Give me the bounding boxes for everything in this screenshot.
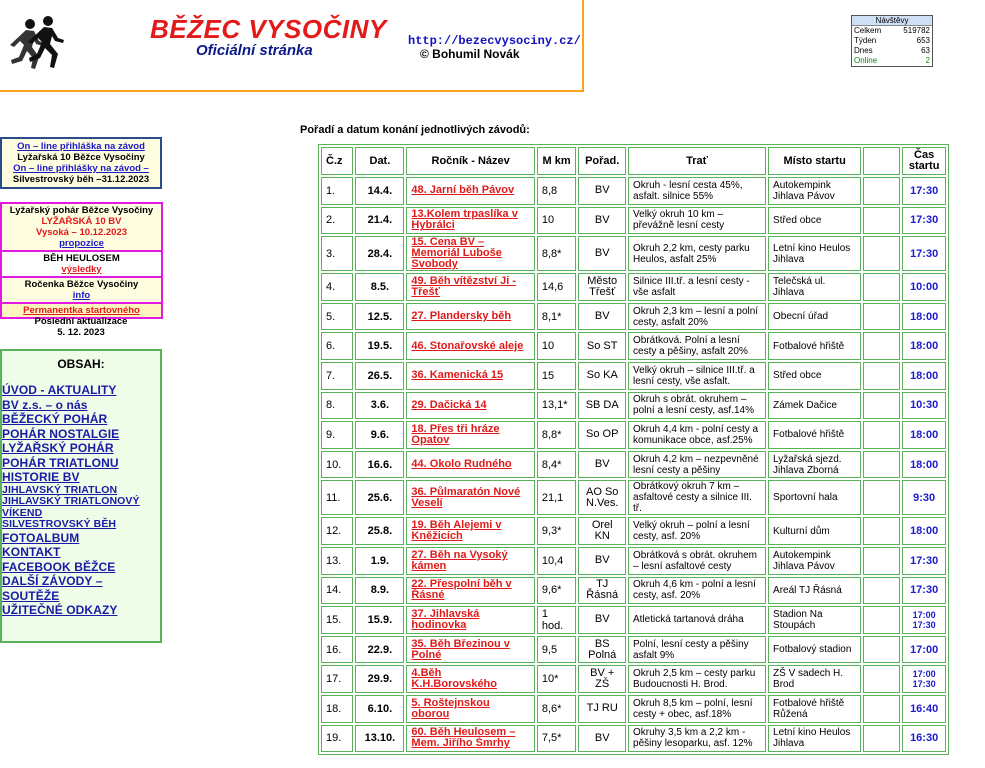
row-start-place: Fotbalový stadion bbox=[768, 636, 861, 664]
row-track: Velký okruh 10 km – převážně lesní cesty bbox=[628, 207, 766, 235]
row-date: 25.6. bbox=[355, 480, 404, 515]
row-race-name bbox=[406, 636, 534, 664]
row-num: 4. bbox=[321, 273, 353, 301]
row-date: 13.10. bbox=[355, 725, 404, 753]
row-empty bbox=[863, 362, 900, 390]
visit-counter bbox=[851, 15, 933, 67]
row-empty bbox=[863, 236, 900, 271]
col-header-start-time: Čas startu bbox=[902, 147, 946, 175]
row-start-place: Lyžařská sjezd. Jihlava Zborná bbox=[768, 451, 861, 479]
row-start-time: 9:30 bbox=[902, 480, 946, 515]
row-race-name bbox=[406, 577, 534, 605]
row-race-name bbox=[406, 273, 534, 301]
table-row bbox=[321, 362, 946, 390]
row-organizer: TJ RU bbox=[578, 695, 626, 723]
menu-item-jihlava-triathlon[interactable]: JIHLAVSKÝ TRIATLON bbox=[2, 483, 118, 496]
row-num: 17. bbox=[321, 665, 353, 693]
site-title: BĚŽEC VYSOČINY bbox=[150, 14, 387, 44]
col-header-date: Dat. bbox=[355, 147, 404, 175]
row-start-place: Kulturní dům bbox=[768, 517, 861, 545]
ski-cup-cell: Lyžařský pohár Běžce Vysočiny LYŽAŘSKÁ 10 BV Vysoká – 10.12.2023 propozice bbox=[2, 204, 161, 252]
content-menu bbox=[0, 349, 162, 643]
row-empty bbox=[863, 577, 900, 605]
row-num: 6. bbox=[321, 332, 353, 360]
row-race-name bbox=[406, 695, 534, 723]
menu-item-about[interactable]: BV z.s. – o nás bbox=[2, 397, 88, 412]
table-row bbox=[321, 451, 946, 479]
col-header-organizer: Pořad. bbox=[578, 147, 626, 175]
row-num: 14. bbox=[321, 577, 353, 605]
site-subtitle: Oficiální stránka bbox=[196, 42, 313, 59]
race-link[interactable]: 27. Plandersky běh bbox=[411, 310, 512, 323]
runners-logo-icon bbox=[8, 14, 68, 70]
row-km: 7,5* bbox=[537, 725, 577, 753]
site-url-link[interactable]: http://bezecvysociny.cz/ bbox=[408, 34, 581, 48]
row-empty bbox=[863, 665, 900, 693]
race-link[interactable]: 36. Kamenická 15 bbox=[411, 369, 504, 382]
online-registration-link[interactable]: On – line přihláška na závod bbox=[17, 141, 145, 152]
row-organizer: BV bbox=[578, 207, 626, 235]
menu-item-other-races[interactable]: DALŠÍ ZÁVODY – SOUTĚŽE bbox=[2, 574, 103, 603]
counter-row-today: Dnes 63 bbox=[854, 46, 930, 55]
row-track: Okruh 2,3 km – lesní a polní cesty, asfalt 20% bbox=[628, 303, 766, 331]
table-row bbox=[321, 273, 946, 301]
online-registration-box bbox=[0, 137, 162, 189]
row-empty bbox=[863, 303, 900, 331]
row-empty bbox=[863, 480, 900, 515]
row-num: 8. bbox=[321, 392, 353, 420]
row-empty bbox=[863, 332, 900, 360]
row-organizer: AO So N.Ves. bbox=[578, 480, 626, 515]
row-track: Okruh 2,5 km – cesty parku Budoucnosti H. Brod. bbox=[628, 665, 766, 693]
section-title: Pořadí a datum konání jednotlivých závodů: bbox=[300, 124, 530, 136]
row-start-place: Stadion Na Stoupách bbox=[768, 606, 861, 634]
row-date: 9.6. bbox=[355, 421, 404, 449]
row-km: 8,8* bbox=[537, 236, 577, 271]
row-km: 8,4* bbox=[537, 451, 577, 479]
row-track: Atletická tartanová dráha bbox=[628, 606, 766, 634]
counter-row-week: Týden 653 bbox=[854, 36, 930, 45]
counter-row-total: Celkem 519782 bbox=[854, 26, 930, 35]
row-km: 8,8* bbox=[537, 421, 577, 449]
row-start-place: Autokempink Jihlava Pávov bbox=[768, 547, 861, 575]
row-track: Okruh 2,2 km, cesty parku Heulos, asfalt 25% bbox=[628, 236, 766, 271]
row-km: 13,1* bbox=[537, 392, 577, 420]
table-row bbox=[321, 392, 946, 420]
row-organizer: BV + ZŠ bbox=[578, 665, 626, 693]
row-race-name bbox=[406, 517, 534, 545]
ski-cup-box bbox=[0, 202, 163, 319]
row-num: 1. bbox=[321, 177, 353, 205]
table-row bbox=[321, 606, 946, 634]
row-empty bbox=[863, 273, 900, 301]
row-race-name bbox=[406, 451, 534, 479]
row-track: Obrátkový okruh 7 km – asfaltové cesty a silnice III. tř. bbox=[628, 480, 766, 515]
row-race-name bbox=[406, 177, 534, 205]
row-organizer: BS Polná bbox=[578, 636, 626, 664]
row-start-place: Fotbalové hřiště bbox=[768, 332, 861, 360]
race-link[interactable]: 46. Stonařovské aleje bbox=[411, 339, 524, 352]
row-start-time: 17:30 bbox=[902, 207, 946, 235]
row-num: 18. bbox=[321, 695, 353, 723]
row-start-time: 18:00 bbox=[902, 421, 946, 449]
race-link[interactable]: 22. Přespolní běh v Řásné bbox=[411, 578, 512, 602]
row-date: 29.9. bbox=[355, 665, 404, 693]
row-track: Velký okruh – silnice III.tř. a lesní cesty, vše asfalt. bbox=[628, 362, 766, 390]
row-km: 10,4 bbox=[537, 547, 577, 575]
menu-item-useful-links[interactable]: UŽITEČNÉ ODKAZY bbox=[2, 603, 118, 617]
row-date: 15.9. bbox=[355, 606, 404, 634]
row-track: Okruh 4,4 km - polní cesty a komunikace obce, asf.25% bbox=[628, 421, 766, 449]
row-km: 8,6* bbox=[537, 695, 577, 723]
row-race-name bbox=[406, 547, 534, 575]
row-race-name bbox=[406, 332, 534, 360]
row-organizer: SB DA bbox=[578, 392, 626, 420]
row-start-time: 17:30 bbox=[902, 177, 946, 205]
row-start-time: 17:30 bbox=[902, 547, 946, 575]
row-track: Obrátková. Polní a lesní cesty a pěšiny, asfalt 20% bbox=[628, 332, 766, 360]
menu-item-facebook[interactable]: FACEBOOK BĚŽCE bbox=[2, 559, 116, 574]
table-row bbox=[321, 236, 946, 271]
race-link[interactable]: 37. Jihlavská hodinovka bbox=[411, 607, 480, 631]
races-table bbox=[318, 144, 949, 755]
row-km: 9,3* bbox=[537, 517, 577, 545]
row-km: 1 hod. bbox=[537, 606, 577, 634]
row-empty bbox=[863, 207, 900, 235]
row-organizer: So ST bbox=[578, 332, 626, 360]
row-track: Velký okruh – polní a lesní cesty, asf. 20% bbox=[628, 517, 766, 545]
row-start-time: 10:30 bbox=[902, 392, 946, 420]
row-empty bbox=[863, 606, 900, 634]
row-km: 21,1 bbox=[537, 480, 577, 515]
row-date: 8.9. bbox=[355, 577, 404, 605]
row-start-time: 10:00 bbox=[902, 273, 946, 301]
row-empty bbox=[863, 636, 900, 664]
site-author: © Bohumil Novák bbox=[420, 47, 520, 61]
race-link[interactable]: 15. Cena BV – Memoriál Luboše Svobody bbox=[411, 236, 502, 271]
row-organizer: BV bbox=[578, 177, 626, 205]
race-link[interactable]: 27. Běh na Vysoký kámen bbox=[411, 548, 508, 572]
table-row bbox=[321, 332, 946, 360]
row-start-time: 16:40 bbox=[902, 695, 946, 723]
row-organizer: BV bbox=[578, 303, 626, 331]
row-organizer: BV bbox=[578, 606, 626, 634]
row-num: 13. bbox=[321, 547, 353, 575]
row-start-time: 17:00 bbox=[902, 636, 946, 664]
row-track: Obrátková s obrát. okruhem – lesní asfaltové cesty bbox=[628, 547, 766, 575]
race-link[interactable]: 19. Běh Alejemi v Kněžicích bbox=[411, 519, 502, 543]
counter-title: Návštěvy bbox=[852, 16, 932, 26]
row-start-time: 18:00 bbox=[902, 451, 946, 479]
last-update: Poslední aktualizace 5. 12. 2023 bbox=[34, 316, 128, 338]
online-registrations-link[interactable]: On – line přihlášky na závod – bbox=[13, 163, 149, 174]
row-track: Polní, lesní cesty a pěšiny asfalt 9% bbox=[628, 636, 766, 664]
menu-item-uvod[interactable]: ÚVOD - AKTUALITY bbox=[2, 383, 117, 397]
table-row bbox=[321, 577, 946, 605]
heulos-cell: BĚH HEULOSEM výsledky bbox=[2, 252, 161, 278]
table-row bbox=[321, 517, 946, 545]
menu-item-triathlon-weekend[interactable]: JIHLAVSKÝ TRIATLONOVÝ VÍKEND bbox=[2, 495, 140, 519]
race-link[interactable]: 48. Jarní běh Pávov bbox=[411, 184, 515, 197]
row-start-place: Střed obce bbox=[768, 362, 861, 390]
row-race-name bbox=[406, 303, 534, 331]
row-date: 22.9. bbox=[355, 636, 404, 664]
table-row bbox=[321, 725, 946, 753]
row-track: Okruhy 3,5 km a 2,2 km - pěšiny lesoparku, asf. 12% bbox=[628, 725, 766, 753]
menu-item-ski-cup[interactable]: LYŽAŘSKÝ POHÁR bbox=[2, 441, 114, 455]
info-link[interactable]: info bbox=[72, 290, 91, 301]
row-num: 15. bbox=[321, 606, 353, 634]
row-km: 9,6* bbox=[537, 577, 577, 605]
row-race-name bbox=[406, 392, 534, 420]
row-track: Silnice III.tř. a lesní cesty - vše asfalt bbox=[628, 273, 766, 301]
row-track: Okruh s obrát. okruhem – polní a lesní cesty, asf.14% bbox=[628, 392, 766, 420]
row-organizer: So KA bbox=[578, 362, 626, 390]
row-date: 16.6. bbox=[355, 451, 404, 479]
row-race-name bbox=[406, 207, 534, 235]
race-link[interactable]: 36. Půlmaratón Nové Veselí bbox=[411, 485, 521, 509]
col-header-km: M km bbox=[537, 147, 577, 175]
row-organizer: So OP bbox=[578, 421, 626, 449]
row-num: 11. bbox=[321, 480, 353, 515]
row-date: 21.4. bbox=[355, 207, 404, 235]
menu-item-contact[interactable]: KONTAKT bbox=[2, 545, 61, 559]
row-empty bbox=[863, 177, 900, 205]
row-empty bbox=[863, 421, 900, 449]
row-track: Okruh 4,6 km - polní a lesní cesty, asf. 20% bbox=[628, 577, 766, 605]
registration-text-1: Lyžařská 10 Běžce Vysočiny bbox=[17, 152, 145, 163]
row-track: Okruh - lesní cesta 45%, asfalt. silnice 55% bbox=[628, 177, 766, 205]
row-empty bbox=[863, 547, 900, 575]
row-date: 1.9. bbox=[355, 547, 404, 575]
row-km: 9,5 bbox=[537, 636, 577, 664]
row-start-place: Sportovní hala bbox=[768, 480, 861, 515]
row-race-name bbox=[406, 725, 534, 753]
race-link[interactable]: 29. Dačická 14 bbox=[411, 398, 487, 411]
row-start-place: Obecní úřad bbox=[768, 303, 861, 331]
row-date: 8.5. bbox=[355, 273, 404, 301]
row-track: Okruh 8,5 km – polní, lesní cesty + obec, asf.18% bbox=[628, 695, 766, 723]
row-start-place: Areál TJ Řásná bbox=[768, 577, 861, 605]
row-organizer: BV bbox=[578, 725, 626, 753]
row-num: 2. bbox=[321, 207, 353, 235]
row-empty bbox=[863, 695, 900, 723]
row-start-place: Letní kino Heulos Jihlava bbox=[768, 236, 861, 271]
site-header bbox=[0, 0, 584, 92]
row-start-place: Střed obce bbox=[768, 207, 861, 235]
row-start-time: 17:30 bbox=[902, 236, 946, 271]
row-race-name bbox=[406, 665, 534, 693]
row-km: 15 bbox=[537, 362, 577, 390]
row-date: 14.4. bbox=[355, 177, 404, 205]
row-organizer: TJ Řásná bbox=[578, 577, 626, 605]
row-empty bbox=[863, 725, 900, 753]
table-row bbox=[321, 177, 946, 205]
row-start-time: 17:30 bbox=[902, 577, 946, 605]
row-num: 9. bbox=[321, 421, 353, 449]
table-row bbox=[321, 207, 946, 235]
menu-item-photo-album[interactable]: FOTOALBUM bbox=[2, 530, 80, 545]
row-km: 8,8 bbox=[537, 177, 577, 205]
table-row bbox=[321, 547, 946, 575]
row-race-name bbox=[406, 421, 534, 449]
col-header-empty bbox=[863, 147, 900, 175]
menu-item-nostalgia-cup[interactable]: POHÁR NOSTALGIE bbox=[2, 426, 120, 441]
row-race-name bbox=[406, 362, 534, 390]
registration-text-2: Silvestrovský běh –31.12.2023 bbox=[12, 174, 150, 185]
propozice-link[interactable]: propozice bbox=[59, 238, 104, 249]
row-num: 19. bbox=[321, 725, 353, 753]
col-header-name: Ročník - Název bbox=[406, 147, 534, 175]
col-header-start-place: Místo startu bbox=[768, 147, 861, 175]
table-header-row bbox=[321, 147, 946, 175]
race-link[interactable]: 18. Přes tři hráze Opatov bbox=[411, 422, 500, 446]
row-organizer: BV bbox=[578, 451, 626, 479]
row-empty bbox=[863, 451, 900, 479]
row-race-name bbox=[406, 236, 534, 271]
row-date: 25.8. bbox=[355, 517, 404, 545]
col-header-track: Trať bbox=[628, 147, 766, 175]
row-num: 12. bbox=[321, 517, 353, 545]
col-header-num: Č.z bbox=[321, 147, 353, 175]
row-start-place: ZŠ V sadech H. Brod bbox=[768, 665, 861, 693]
row-km: 10 bbox=[537, 332, 577, 360]
menu-item-running-cup[interactable]: BĚŽECKÝ POHÁR bbox=[2, 412, 108, 426]
table-row bbox=[321, 636, 946, 664]
row-num: 3. bbox=[321, 236, 353, 271]
race-link[interactable]: 60. Běh Heulosem – Mem. Jiřího Šmrhy bbox=[411, 726, 516, 750]
row-start-time: 16:30 bbox=[902, 725, 946, 753]
row-num: 5. bbox=[321, 303, 353, 331]
row-num: 7. bbox=[321, 362, 353, 390]
row-start-place: Telečská ul. Jihlava bbox=[768, 273, 861, 301]
row-km: 10 bbox=[537, 207, 577, 235]
row-date: 28.4. bbox=[355, 236, 404, 271]
menu-item-silvestr-run[interactable]: SILVESTROVSKÝ BĚH bbox=[2, 518, 117, 530]
row-date: 3.6. bbox=[355, 392, 404, 420]
row-start-time: 18:00 bbox=[902, 303, 946, 331]
row-start-time: 18:00 bbox=[902, 362, 946, 390]
race-link[interactable]: 44. Okolo Rudného bbox=[411, 458, 512, 471]
row-km: 8,1* bbox=[537, 303, 577, 331]
race-link[interactable]: 5. Roštejnskou oborou bbox=[411, 696, 490, 720]
row-start-place: Fotbalové hřiště Růžená bbox=[768, 695, 861, 723]
counter-row-online: Online 2 bbox=[854, 56, 930, 65]
yearbook-cell: Ročenka Běžce Vysočiny info bbox=[2, 278, 161, 304]
row-num: 16. bbox=[321, 636, 353, 664]
menu-title: OBSAH: bbox=[57, 357, 105, 371]
row-race-name bbox=[406, 480, 534, 515]
row-organizer: Město Třešť bbox=[578, 273, 626, 301]
row-start-time: 17:00 17:30 bbox=[902, 606, 946, 634]
row-date: 6.10. bbox=[355, 695, 404, 723]
table-row bbox=[321, 303, 946, 331]
row-date: 19.5. bbox=[355, 332, 404, 360]
row-start-time: 17:00 17:30 bbox=[902, 665, 946, 693]
race-link[interactable]: 4.Běh K.H.Borovského bbox=[411, 667, 497, 691]
row-start-place: Letní kino Heulos Jihlava bbox=[768, 725, 861, 753]
race-link[interactable]: 49. Běh vítězství Ji - Třešť bbox=[411, 274, 516, 298]
row-track: Okruh 4,2 km – nezpevněné lesní cesty a pěšiny bbox=[628, 451, 766, 479]
row-km: 10* bbox=[537, 665, 577, 693]
table-row bbox=[321, 665, 946, 693]
menu-item-triathlon-cup[interactable]: POHÁR TRIATLONU bbox=[2, 455, 119, 470]
row-organizer: Orel KN bbox=[578, 517, 626, 545]
row-start-time: 18:00 bbox=[902, 332, 946, 360]
row-date: 12.5. bbox=[355, 303, 404, 331]
table-row bbox=[321, 695, 946, 723]
row-num: 10. bbox=[321, 451, 353, 479]
row-organizer: BV bbox=[578, 547, 626, 575]
row-start-place: Autokempink Jihlava Pávov bbox=[768, 177, 861, 205]
row-date: 26.5. bbox=[355, 362, 404, 390]
vysledky-link[interactable]: výsledky bbox=[61, 264, 102, 275]
row-race-name bbox=[406, 606, 534, 634]
row-start-time: 18:00 bbox=[902, 517, 946, 545]
table-row bbox=[321, 421, 946, 449]
row-km: 14,6 bbox=[537, 273, 577, 301]
row-empty bbox=[863, 517, 900, 545]
row-organizer: BV bbox=[578, 236, 626, 271]
menu-item-history[interactable]: HISTORIE BV bbox=[2, 470, 80, 484]
row-start-place: Zámek Dačice bbox=[768, 392, 861, 420]
row-start-place: Fotbalové hřiště bbox=[768, 421, 861, 449]
season-pass-link[interactable]: Permanentka startovného bbox=[23, 305, 140, 316]
race-link[interactable]: 13.Kolem trpaslíka v Hybrálci bbox=[411, 208, 518, 232]
table-row bbox=[321, 480, 946, 515]
row-empty bbox=[863, 392, 900, 420]
race-link[interactable]: 35. Běh Březinou v Polné bbox=[411, 637, 510, 661]
